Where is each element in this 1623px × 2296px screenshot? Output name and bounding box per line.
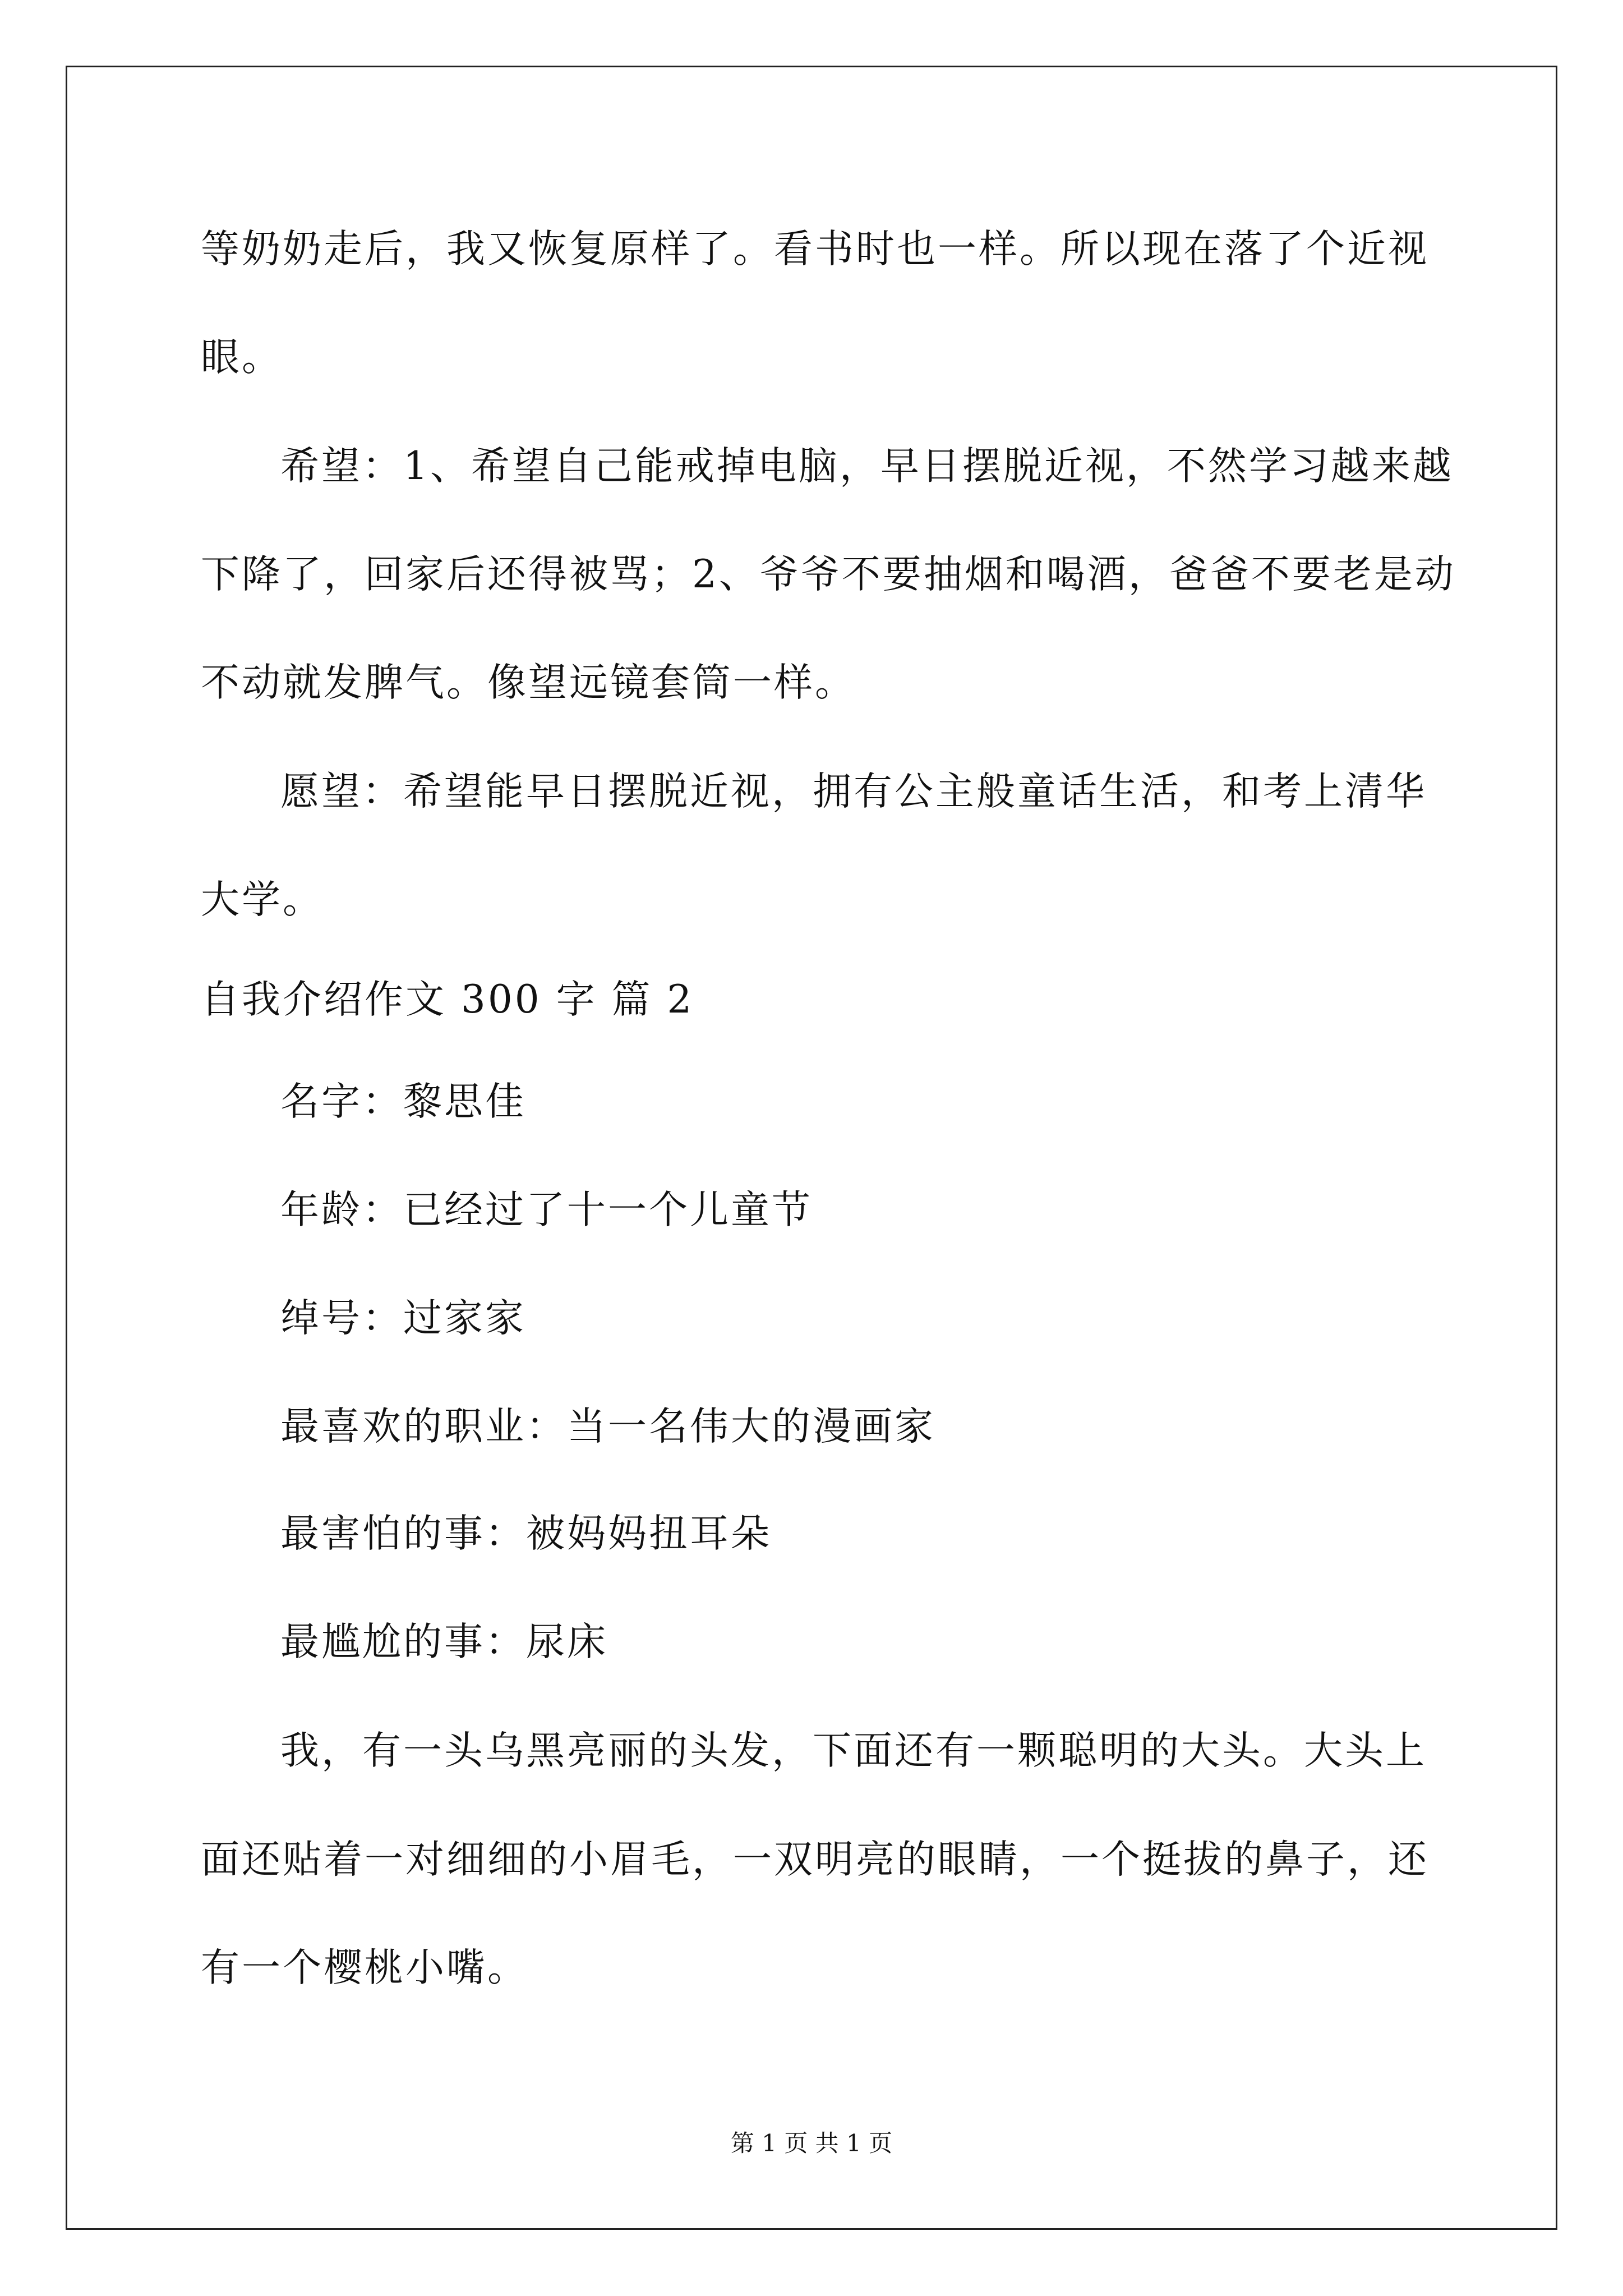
profile-fear: 最害怕的事：被妈妈扭耳朵: [280, 1511, 772, 1556]
profile-embarrassing: 最尴尬的事：尿床: [280, 1619, 608, 1664]
paragraph-line: 等奶奶走后，我又恢复原样了。看书时也一样。所以现在落了个近视: [201, 227, 1429, 272]
paragraph-line: 眼。: [201, 335, 283, 380]
page-number: 第 1 页 共 1 页: [730, 2129, 893, 2157]
paragraph-line: 不动就发脾气。像望远镜套筒一样。: [201, 660, 856, 705]
paragraph-line: 我，有一头乌黑亮丽的头发，下面还有一颗聪明的大头。大头上: [280, 1728, 1427, 1773]
paragraph-line: 有一个樱桃小嘴。: [201, 1945, 528, 1990]
paragraph-line: 希望：1、希望自己能戒掉电脑，早日摆脱近视，不然学习越来越: [280, 444, 1454, 489]
paragraph-line: 下降了，回家后还得被骂；2、爷爷不要抽烟和喝酒，爸爸不要老是动: [201, 552, 1456, 597]
profile-nickname: 绰号：过家家: [280, 1296, 526, 1341]
paragraph-line: 愿望：希望能早日摆脱近视，拥有公主般童话生活，和考上清华: [280, 769, 1427, 814]
section-heading: 自我介绍作文 300 字 篇 2: [201, 977, 694, 1022]
paragraph-line: 面还贴着一对细细的小眉毛，一双明亮的眼睛，一个挺拔的鼻子，还: [201, 1837, 1429, 1882]
profile-favorite-job: 最喜欢的职业：当一名伟大的漫画家: [280, 1404, 935, 1449]
page-border: [66, 66, 1557, 2230]
profile-age: 年龄：已经过了十一个儿童节: [280, 1188, 813, 1232]
paragraph-line: 大学。: [201, 877, 324, 922]
profile-name: 名字：黎思佳: [280, 1079, 526, 1124]
